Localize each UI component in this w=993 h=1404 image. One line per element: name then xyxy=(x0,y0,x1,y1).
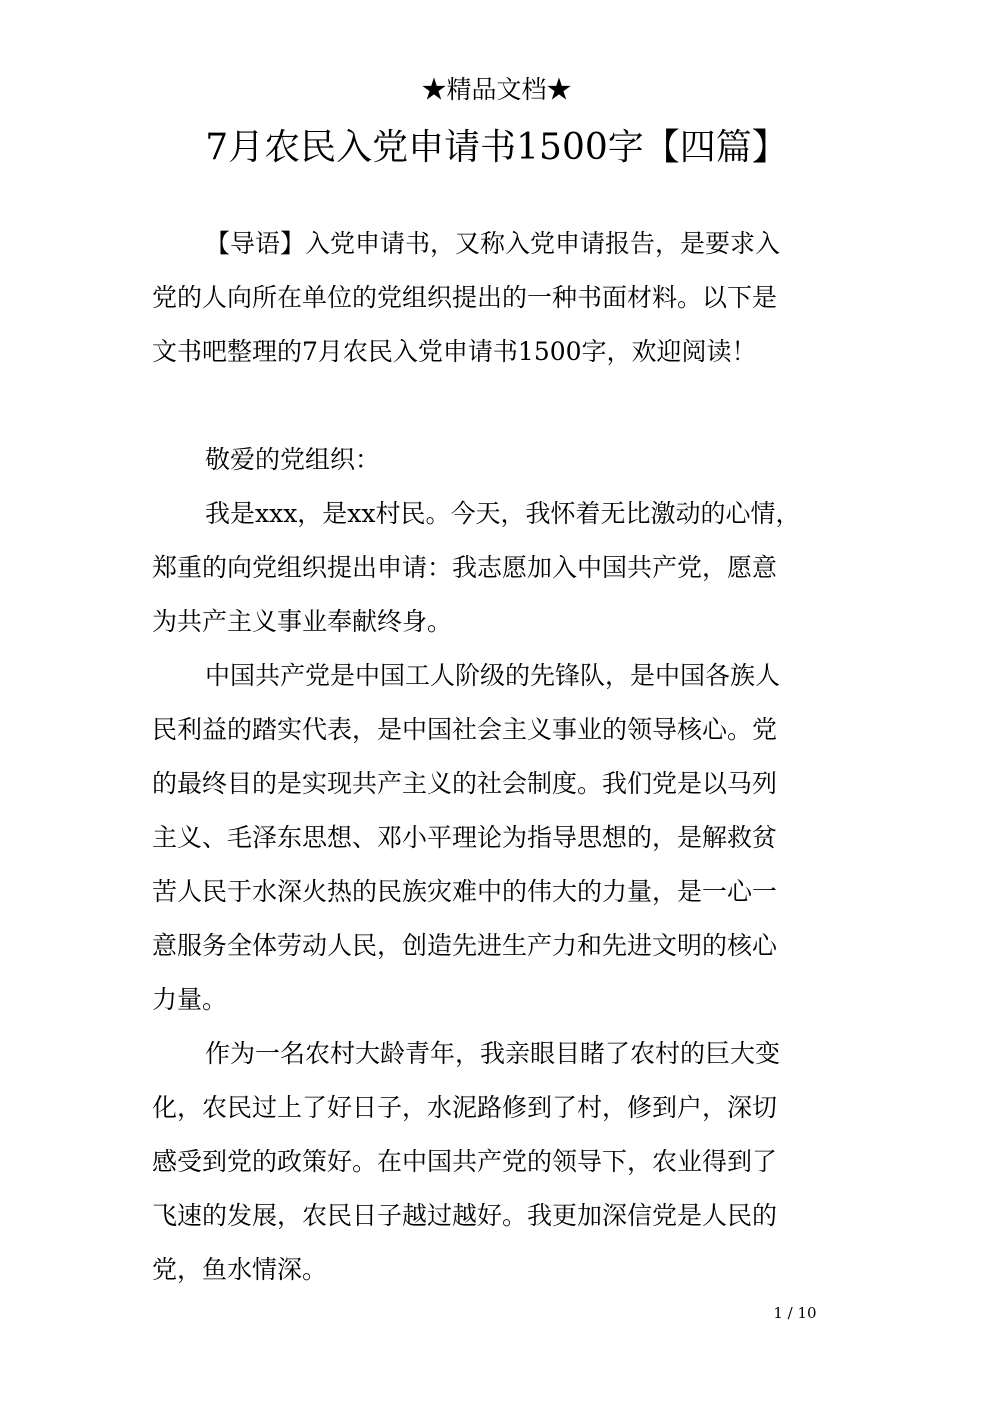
intro-line: 党的人向所在单位的党组织提出的一种书面材料。以下是 xyxy=(152,283,778,312)
intro-line: 【导语】入党申请书，又称入党申请报告，是要求入 xyxy=(205,229,781,258)
paragraph-line: 作为一名农村大龄青年，我亲眼目睹了农村的巨大变 xyxy=(205,1039,781,1068)
paragraph-line: 飞速的发展，农民日子越过越好。我更加深信党是人民的 xyxy=(152,1201,778,1230)
letter-salutation: 敬爱的党组织： xyxy=(205,445,381,474)
paragraph-line: 意服务全体劳动人民，创造先进生产力和先进文明的核心 xyxy=(152,931,778,960)
document-header-mark: ★精品文档★ xyxy=(421,75,572,104)
paragraph-line: 感受到党的政策好。在中国共产党的领导下，农业得到了 xyxy=(152,1147,778,1176)
paragraph-line: 的最终目的是实现共产主义的社会制度。我们党是以马列 xyxy=(152,769,778,798)
paragraph-line: 我是xxx，是xx村民。今天，我怀着无比激动的心情， xyxy=(205,499,801,528)
paragraph-line: 中国共产党是中国工人阶级的先锋队，是中国各族人 xyxy=(205,661,781,690)
paragraph-line: 党，鱼水情深。 xyxy=(152,1255,328,1284)
paragraph-line: 力量。 xyxy=(152,985,228,1014)
paragraph-line: 郑重的向党组织提出申请：我志愿加入中国共产党，愿意 xyxy=(152,553,778,582)
intro-line: 文书吧整理的7月农民入党申请书1500字，欢迎阅读！ xyxy=(152,337,757,366)
paragraph-line: 民利益的踏实代表，是中国社会主义事业的领导核心。党 xyxy=(152,715,778,744)
paragraph-line: 为共产主义事业奉献终身。 xyxy=(152,607,453,636)
paragraph-line: 苦人民于水深火热的民族灾难中的伟大的力量，是一心一 xyxy=(152,877,778,906)
paragraph-line: 化，农民过上了好日子，水泥路修到了村，修到户，深切 xyxy=(152,1093,778,1122)
document-title: 7月农民入党申请书1500字【四篇】 xyxy=(205,127,788,168)
paragraph-line: 主义、毛泽东思想、邓小平理论为指导思想的，是解救贫 xyxy=(152,823,778,852)
page-number: 1 / 10 xyxy=(773,1304,817,1322)
